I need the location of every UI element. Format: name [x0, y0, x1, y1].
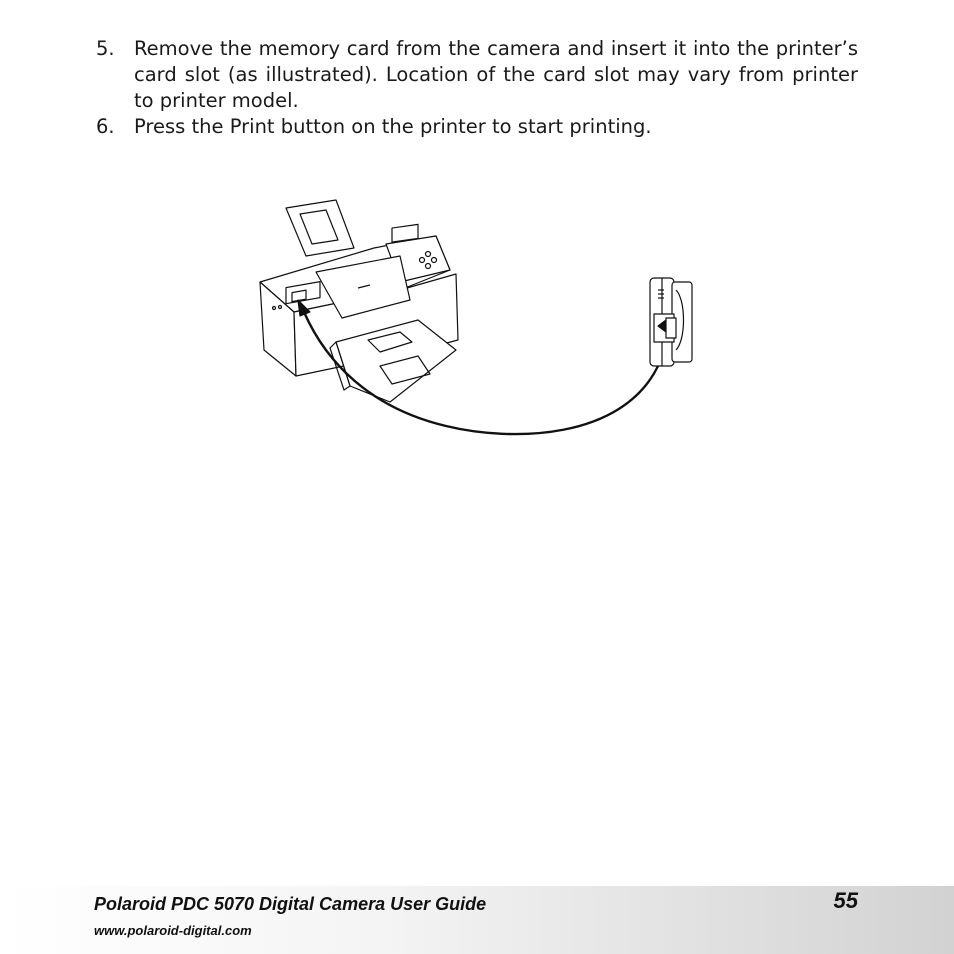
page-number: 55: [833, 888, 858, 913]
step-text: Remove the memory card from the camera and insert it into the printer’s card slot (as illustrated). Location of the card slot may vary from printer to printer model.: [134, 37, 858, 112]
step-5: [96, 36, 858, 114]
step-text: Press the Print button on the printer to start printing.: [134, 115, 652, 138]
footer-url: www.polaroid-digital.com: [94, 923, 252, 938]
printer-icon: [260, 200, 458, 402]
step-6: [96, 114, 858, 140]
instruction-steps: [96, 36, 858, 140]
step-number: 5.: [96, 37, 115, 60]
footer-title: Polaroid PDC 5070 Digital Camera User Guide: [94, 894, 487, 914]
camera-icon: [650, 278, 692, 366]
step-number: 6.: [96, 115, 115, 138]
card-transfer-illustration: [250, 190, 710, 440]
